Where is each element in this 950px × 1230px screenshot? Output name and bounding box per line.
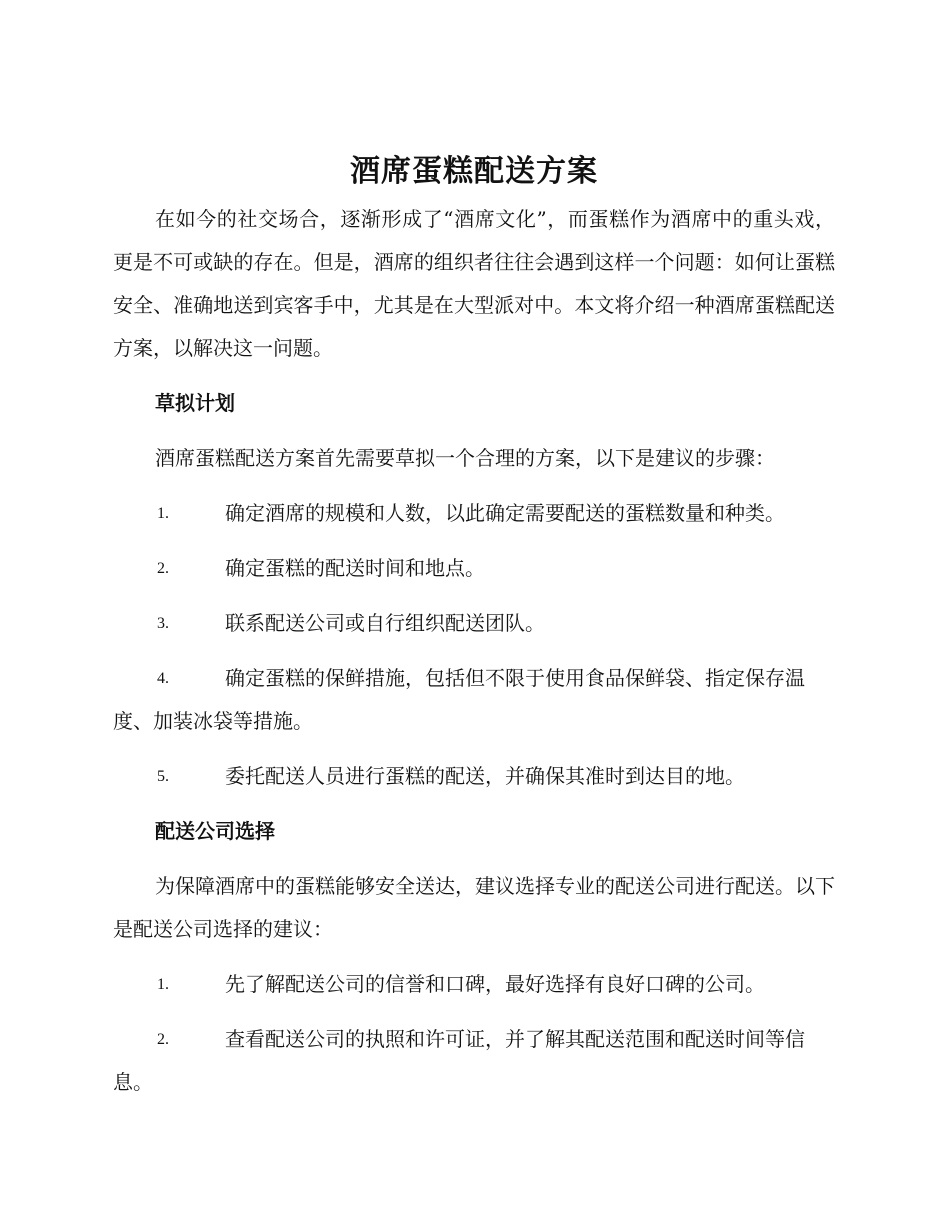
list-item-number: 4.: [157, 670, 169, 687]
intro-paragraph: 在如今的社交场合，逐渐形成了“酒席文化”，而蛋糕作为酒席中的重头戏，更是不可或缺的存在。但是，酒席的组织者往往会遇到这样一个问题：如何让蛋糕安全、准确地送到宾客手中，尤其是在大型派对中。本文将介绍一种酒席蛋糕配送方案，以解决这一问题。: [113, 207, 835, 360]
list-item-text: 查看配送公司的执照和许可证，并了解其配送范围和配送时间等信息。: [113, 1027, 805, 1094]
document-page: [113, 150, 835, 1116]
list-item-text: 确定酒席的规模和人数，以此确定需要配送的蛋糕数量和种类。: [225, 501, 785, 525]
list-item-number: 2.: [157, 560, 169, 577]
list-item-text: 联系配送公司或自行组织配送团队。: [225, 611, 545, 635]
list-item: [113, 492, 835, 535]
list-item-number: 3.: [157, 615, 169, 632]
list-item-text: 委托配送人员进行蛋糕的配送，并确保其准时到达目的地。: [225, 764, 745, 788]
list-item-text: 先了解配送公司的信誉和口碑，最好选择有良好口碑的公司。: [225, 972, 765, 996]
list-item: [113, 1018, 835, 1104]
list-item: [113, 602, 835, 645]
section-plan-lead: 酒席蛋糕配送方案首先需要草拟一个合理的方案，以下是建议的步骤：: [155, 446, 775, 470]
document-title: 酒席蛋糕配送方案: [350, 154, 598, 189]
company-advice-list: [113, 963, 835, 1104]
list-item: [113, 755, 835, 798]
list-item: [113, 657, 835, 743]
plan-step-list: [113, 492, 835, 798]
list-item: [113, 547, 835, 590]
list-item: [113, 963, 835, 1006]
list-item-number: 1.: [157, 505, 169, 522]
list-item-text: 确定蛋糕的保鲜措施，包括但不限于使用食品保鲜袋、指定保存温度、加装冰袋等措施。: [113, 666, 805, 733]
list-item-number: 2.: [157, 1031, 169, 1048]
section-company-lead: 为保障酒席中的蛋糕能够安全送达，建议选择专业的配送公司进行配送。以下是配送公司选择的建议：: [113, 874, 835, 941]
list-item-number: 1.: [157, 976, 169, 993]
list-item-text: 确定蛋糕的配送时间和地点。: [225, 556, 485, 580]
section-heading-plan: 草拟计划: [155, 391, 235, 415]
section-heading-company: 配送公司选择: [155, 819, 275, 843]
list-item-number: 5.: [157, 768, 169, 785]
